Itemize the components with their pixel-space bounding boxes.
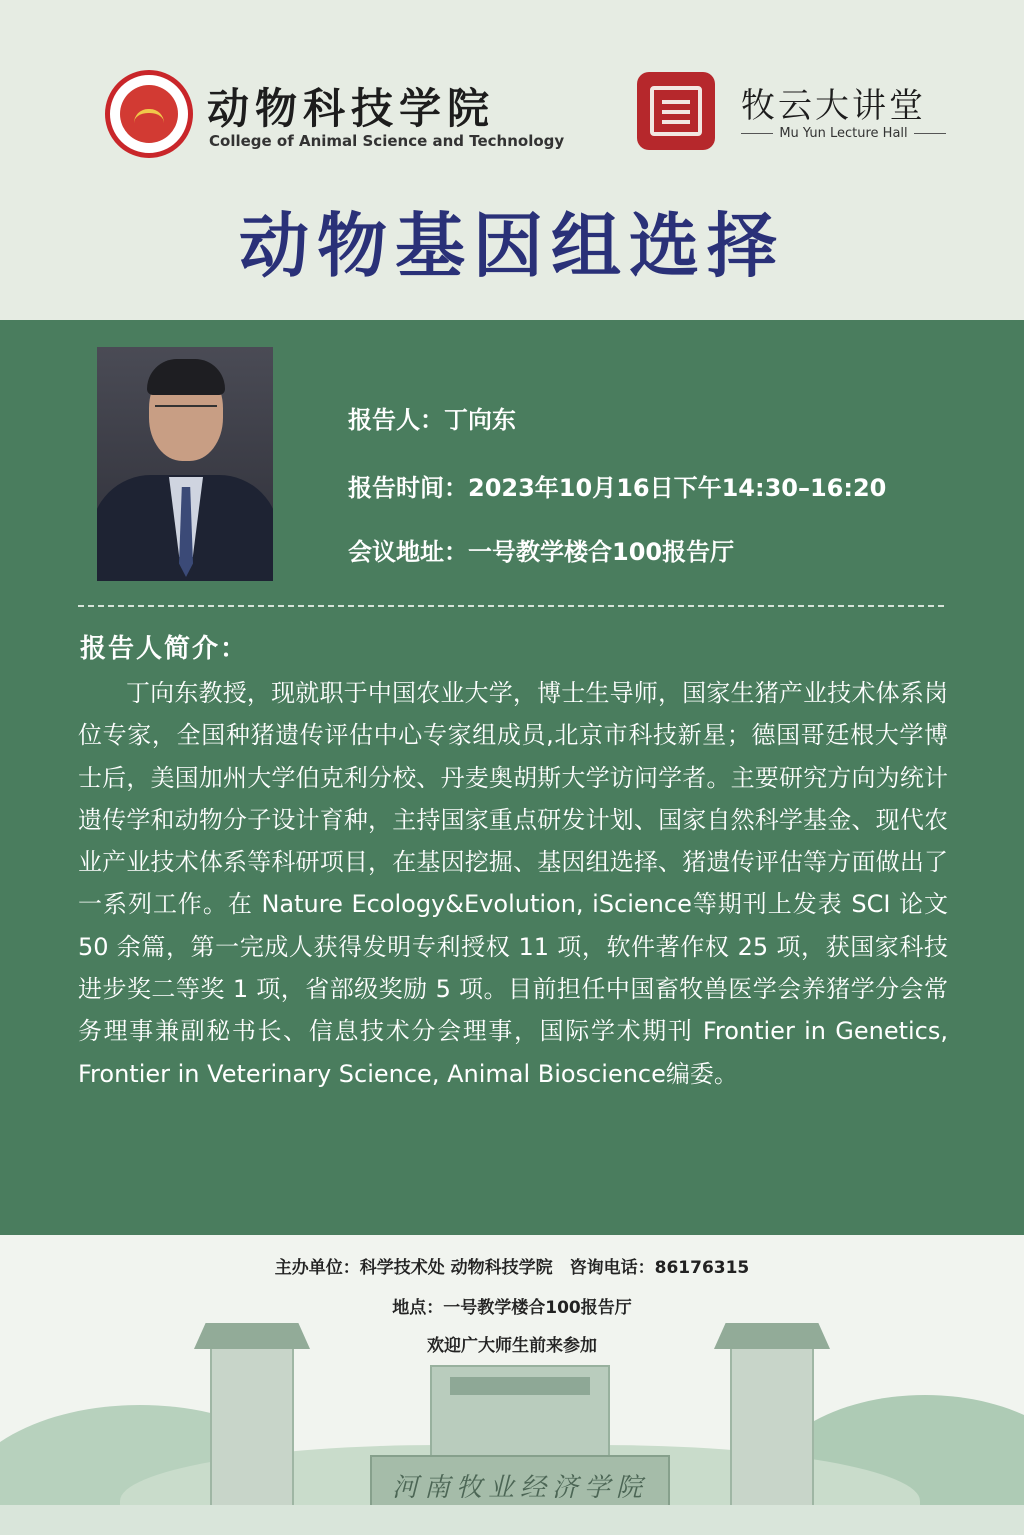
organizer-line: 主办单位：科学技术处 动物科技学院 咨询电话：86176315	[274, 1258, 750, 1278]
welcome-line: 欢迎广大师生前来参加	[427, 1336, 597, 1356]
divider	[914, 133, 946, 134]
bio-text: 丁向东教授，现就职于中国农业大学，博士生导师，国家生猪产业技术体系岗位专家，全国种猪遗传评估中心专家组成员,北京市科技新星；德国哥廷根大学博士后，美国加州大学伯克利分校、丹麦奥胡斯大学访问学者。主要研究方向为统计遗传学和动物分子设计育种，主持国家重点研发计划、国家自然科学基金、现代农业产业技术体系等科研项目，在基因挖掘、基因组选择、猪遗传评估等方面做出了一系列工作。在 Nature Ecology&Evolution, iScience等期刊上发表 SCI 论文 50 余篇，第一完成人获得发明专利授权 11 项，软件著作权 25 项，获国家科技进步奖二等奖 1 项，省部级奖励 5 项。目前担任中国畜牧兽医学会养猪学分会常务理事兼副秘书长、信息技术分会理事，国际学术期刊 Frontier in Genetics, Frontier in Veterinary Science, Animal Bioscience编委。	[78, 679, 948, 1088]
divider	[741, 133, 773, 134]
time-line: 报告时间：2023年10月16日下午14:30–16:20	[348, 474, 887, 502]
lecture-title: 动物基因组选择	[239, 205, 785, 287]
college-emblem-icon	[105, 70, 193, 158]
college-logo	[105, 70, 565, 160]
seal-icon	[637, 72, 715, 150]
speaker-photo	[97, 347, 273, 581]
footer	[0, 1235, 1024, 1535]
speaker-line: 报告人：丁向东	[348, 406, 516, 434]
lecture-hall-name-en: Mu Yun Lecture Hall	[779, 126, 908, 141]
college-name-en: College of Animal Science and Technology	[209, 132, 565, 150]
header	[0, 0, 1024, 320]
college-name-cn: 动物科技学院	[207, 84, 496, 133]
dashed-divider	[78, 605, 944, 607]
lecture-hall-name-en-row	[741, 126, 946, 141]
gate-inscription: 河南牧业经济学院	[391, 1472, 648, 1503]
venue-line: 会议地址：一号教学楼合100报告厅	[348, 538, 735, 566]
location-line: 地点：一号教学楼合100报告厅	[392, 1298, 632, 1318]
ground	[0, 1505, 1024, 1535]
bio-heading: 报告人简介：	[80, 634, 249, 664]
lecture-hall-logo	[637, 72, 957, 152]
lecture-hall-name-cn: 牧云大讲堂	[741, 86, 926, 126]
